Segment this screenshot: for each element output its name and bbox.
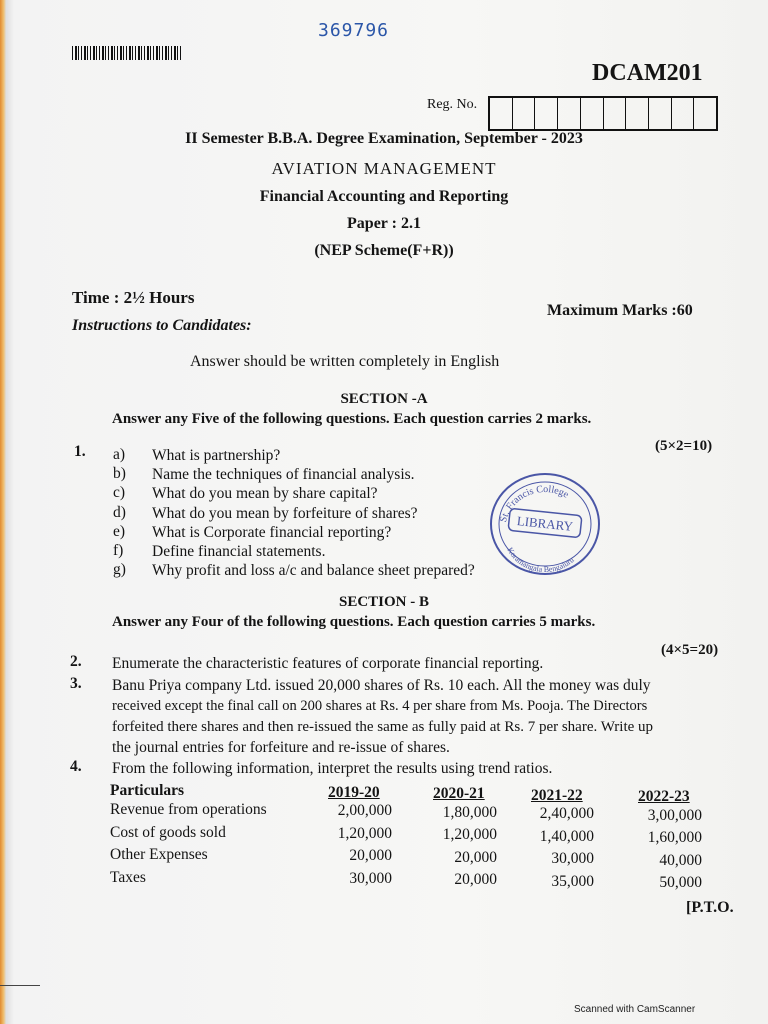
- table-cell: Taxes: [110, 868, 146, 886]
- question-1-label: e): [113, 522, 126, 540]
- serial-number: 369796: [318, 20, 390, 41]
- table-cell: 20,000: [454, 848, 497, 866]
- question-1-item: Why profit and loss a/c and balance sheet prepared?: [152, 562, 475, 580]
- bottom-rule: [0, 985, 40, 986]
- question-number-1: 1.: [74, 443, 86, 460]
- table-cell: 35,000: [551, 872, 594, 890]
- question-1-label: a): [113, 446, 126, 463]
- table-header-cell: 2019-20: [328, 783, 380, 801]
- question-1-item: What is partnership?: [152, 447, 281, 464]
- question-1-label: d): [113, 503, 126, 521]
- scheme: (NEP Scheme(F+R)): [314, 242, 454, 259]
- page-edge: [0, 0, 6, 1024]
- question-1-item: What is Corporate financial reporting?: [152, 523, 392, 541]
- barcode: [72, 46, 182, 60]
- question-1-label: g): [113, 561, 126, 579]
- time-label: Time : 2½ Hours: [72, 288, 195, 307]
- question-3-line-3: forfeited there shares and then re-issued the same as fully paid at Rs. 7 per share. Write up: [112, 719, 654, 735]
- paper-number: Paper : 2.1: [347, 215, 421, 232]
- question-number-4: 4.: [70, 758, 82, 775]
- question-number-3: 3.: [70, 675, 82, 692]
- table-cell: 1,20,000: [442, 826, 497, 844]
- table-cell: 30,000: [551, 850, 594, 868]
- question-1-item: Name the techniques of financial analysis.: [152, 466, 415, 484]
- table-header-cell: 2022-23: [638, 788, 690, 806]
- table-cell: 50,000: [659, 874, 702, 892]
- stamp-top-text: St. Francis College: [497, 483, 571, 524]
- pto-marker: [P.T.O.: [686, 899, 734, 916]
- library-stamp: [487, 470, 603, 578]
- question-3-line-4: the journal entries for forfeiture and re-issue of shares.: [112, 739, 450, 756]
- stamp-bottom-text: Koramangala Bengaluru: [505, 545, 576, 575]
- table-cell: 20,000: [349, 847, 392, 865]
- section-b-instruction: Answer any Four of the following questions. Each question carries 5 marks.: [112, 614, 596, 630]
- table-cell: 20,000: [454, 871, 497, 889]
- section-b-marks: (4×5=20): [661, 642, 719, 658]
- reg-no-boxes[interactable]: [488, 96, 718, 131]
- table-cell: 1,80,000: [442, 803, 497, 821]
- program-title: AVIATION MANAGEMENT: [271, 159, 497, 178]
- table-cell: 1,40,000: [539, 827, 594, 845]
- question-1-label: c): [113, 484, 126, 502]
- table-cell: 30,000: [349, 869, 392, 887]
- section-a-title: SECTION -A: [340, 391, 428, 407]
- table-header-cell: Particulars: [110, 782, 185, 799]
- question-1-item: Define financial statements.: [152, 543, 326, 560]
- question-1-label: f): [113, 542, 124, 559]
- max-marks: Maximum Marks :60: [547, 302, 693, 319]
- section-a-instruction: Answer any Five of the following questions. Each question carries 2 marks.: [112, 411, 592, 427]
- course-code: DCAM201: [592, 60, 703, 86]
- subject-title: Financial Accounting and Reporting: [259, 188, 509, 205]
- question-3-line-2: received except the final call on 200 shares at Rs. 4 per share from Ms. Pooja. The Directors: [112, 698, 648, 714]
- scanner-footer: Scanned with CamScanner: [574, 1004, 696, 1015]
- question-1-item: What do you mean by share capital?: [152, 485, 378, 503]
- table-header-cell: 2020-21: [433, 785, 485, 803]
- table-cell: Other Expenses: [110, 846, 208, 863]
- reg-no-label: Reg. No.: [427, 97, 478, 112]
- table-cell: 40,000: [659, 851, 702, 869]
- table-cell: 1,60,000: [647, 829, 702, 847]
- question-number-2: 2.: [70, 653, 82, 670]
- instruction-text: Answer should be written completely in English: [190, 353, 500, 370]
- instructions-title: Instructions to Candidates:: [72, 317, 252, 334]
- table-cell: 2,40,000: [539, 805, 594, 823]
- section-b-title: SECTION - B: [338, 594, 430, 610]
- table-cell: 3,00,000: [647, 806, 702, 824]
- section-a-marks: (5×2=10): [655, 438, 713, 454]
- question-3-line-1: Banu Priya company Ltd. issued 20,000 shares of Rs. 10 each. All the money was duly: [112, 677, 651, 694]
- table-cell: 2,00,000: [337, 802, 392, 820]
- question-1-item: What do you mean by forfeiture of shares?: [152, 504, 418, 522]
- table-cell: Cost of goods sold: [110, 823, 226, 841]
- question-4-text: From the following information, interpret the results using trend ratios.: [112, 760, 553, 777]
- exam-line: II Semester B.B.A. Degree Examination, September - 2023: [185, 130, 583, 147]
- question-2-text: Enumerate the characteristic features of corporate financial reporting.: [112, 655, 544, 672]
- stamp-center-text: LIBRARY: [516, 513, 574, 534]
- table-cell: Revenue from operations: [110, 801, 267, 818]
- table-cell: 1,20,000: [337, 824, 392, 842]
- table-header-cell: 2021-22: [531, 786, 583, 804]
- question-1-label: b): [113, 465, 126, 483]
